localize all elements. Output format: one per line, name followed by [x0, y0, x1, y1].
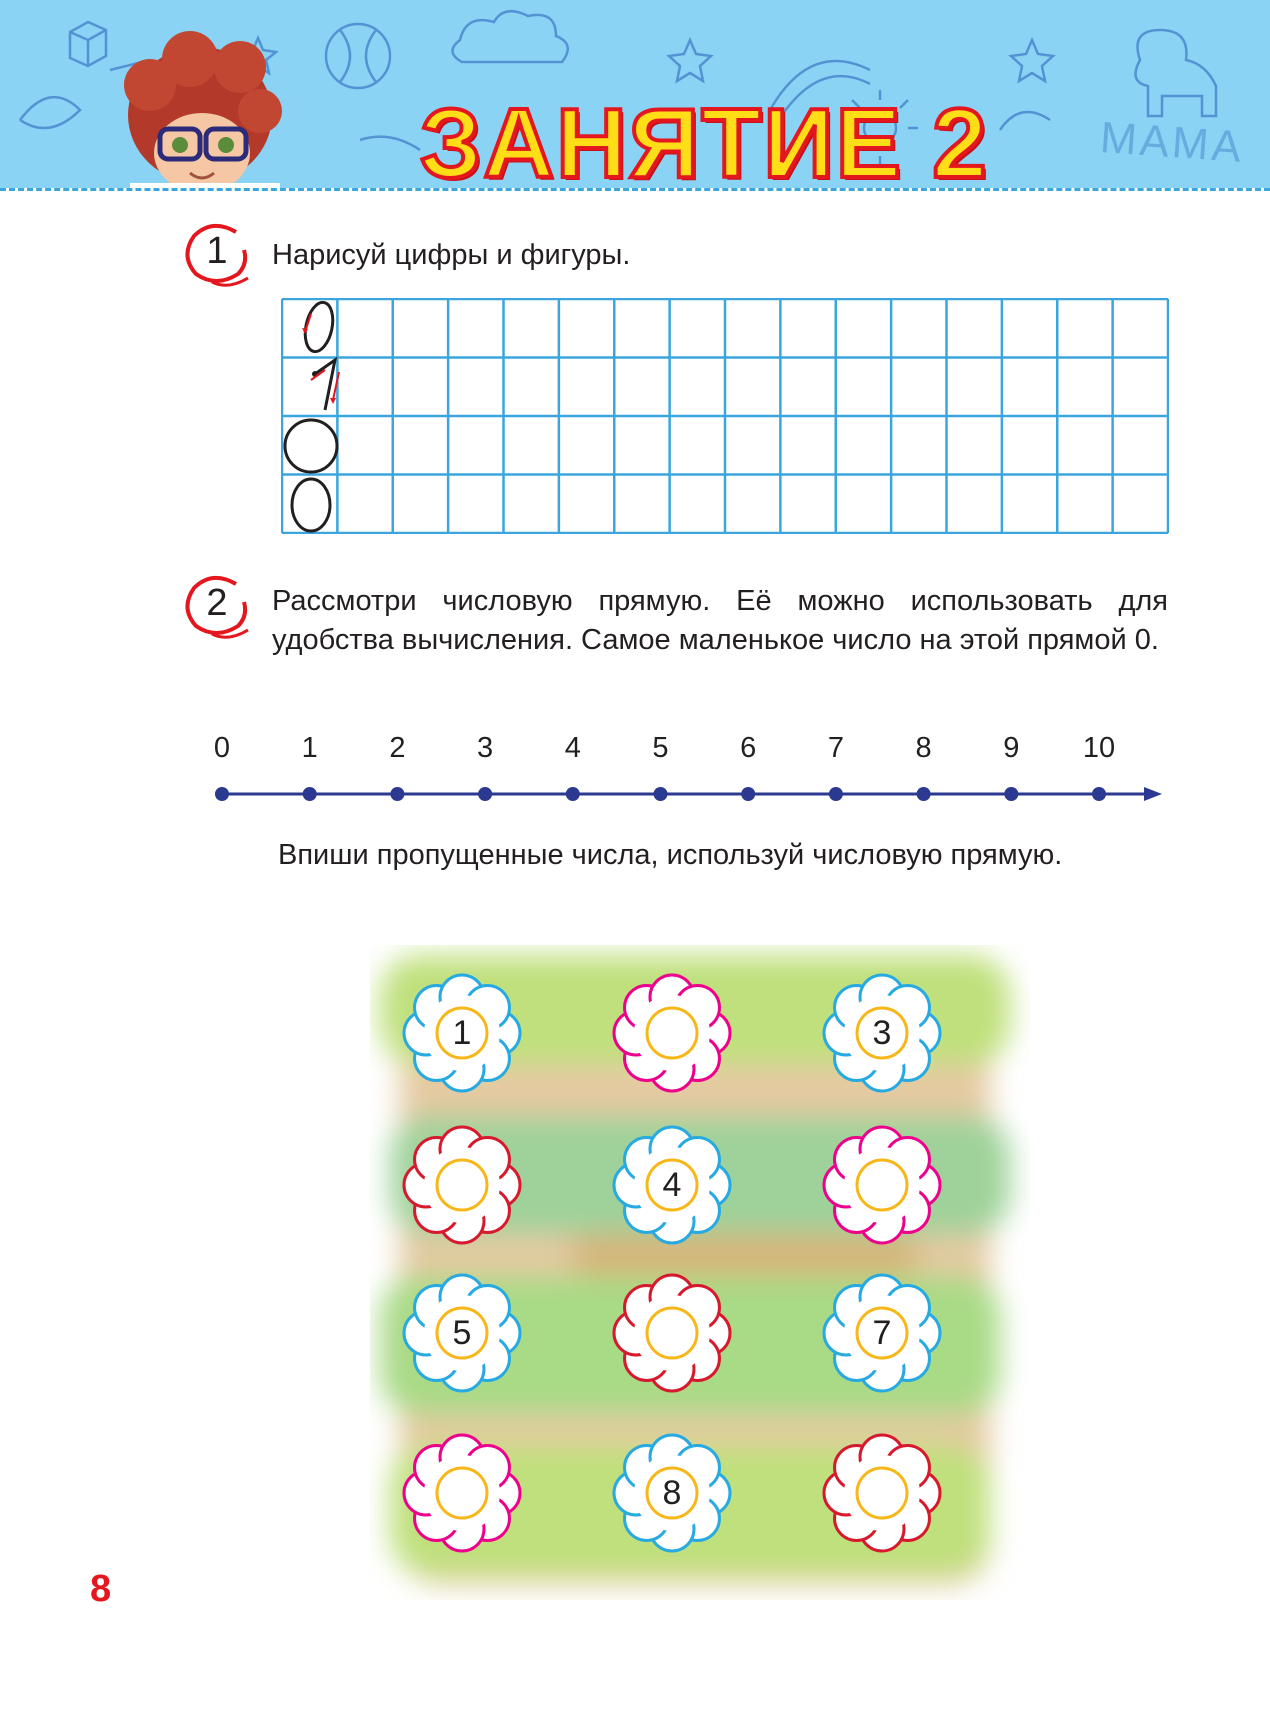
- flower-blank[interactable]: [400, 1123, 524, 1247]
- flower-blank[interactable]: [610, 1271, 734, 1395]
- header-divider: [0, 188, 1270, 191]
- background-word: МАМА: [1098, 113, 1246, 172]
- flower-blank[interactable]: [820, 1123, 944, 1247]
- flower-value: 1: [452, 1014, 472, 1052]
- page-title: ЗАНЯТИЕ 2: [420, 88, 989, 188]
- task-2-marker: [182, 572, 252, 642]
- number-line: [200, 730, 1180, 830]
- sample-zero: [301, 300, 337, 354]
- boy-character: [124, 31, 282, 188]
- number-line-point: [303, 787, 317, 801]
- number-line-label: 5: [652, 732, 669, 764]
- flower-number: [820, 1271, 944, 1395]
- sample-oval: [292, 479, 330, 531]
- task-2-text: Рассмотри числовую прямую. Её можно использовать для удобства вычисления. Самое маленькое число на этой прямой 0.: [272, 585, 1168, 656]
- number-line-label: 2: [389, 732, 406, 764]
- flower-number: [400, 1271, 524, 1395]
- flower-number: [610, 1123, 734, 1247]
- number-line-label: 8: [915, 732, 932, 764]
- arrow-right-icon: [1144, 787, 1162, 801]
- flower-center: [437, 1468, 487, 1518]
- flower-center: [647, 1308, 697, 1358]
- number-line-point: [478, 787, 492, 801]
- task-2-instruction: Впиши пропущенные числа, используй числовую прямую.: [278, 839, 1063, 871]
- flower-blank[interactable]: [610, 971, 734, 1095]
- flower-icon: [610, 1271, 734, 1395]
- flower-number: [610, 1431, 734, 1555]
- number-line-label: 7: [827, 732, 844, 764]
- flower-icon: [400, 1431, 524, 1555]
- number-line-label: 4: [564, 732, 581, 764]
- flower-value: 4: [662, 1166, 682, 1204]
- flower-value: 7: [872, 1314, 892, 1352]
- task-number: 2: [206, 582, 228, 624]
- flower-icon: [820, 1431, 944, 1555]
- number-line-label: 10: [1082, 732, 1116, 764]
- sample-one: [311, 360, 339, 410]
- page-number: 8: [90, 1568, 112, 1610]
- number-line-point: [1092, 787, 1106, 801]
- flower-value: 5: [452, 1314, 472, 1352]
- number-line-label: 6: [740, 732, 757, 764]
- number-line-axis: [200, 730, 1180, 830]
- flower-center: [857, 1160, 907, 1210]
- flower-blank[interactable]: [400, 1431, 524, 1555]
- flower-number: [400, 971, 524, 1095]
- flower-icon: [820, 1123, 944, 1247]
- number-line-point: [390, 787, 404, 801]
- number-line-point: [566, 787, 580, 801]
- sample-circle: [285, 420, 337, 472]
- number-line-label: 3: [477, 732, 494, 764]
- number-line-label: 9: [1003, 732, 1020, 764]
- flower-center: [437, 1160, 487, 1210]
- number-line-point: [917, 787, 931, 801]
- task-1-marker: [182, 220, 252, 290]
- task-number: 1: [206, 230, 228, 272]
- task-1-text: Нарисуй цифры и фигуры.: [272, 239, 631, 271]
- header-banner: [0, 0, 1270, 188]
- flower-icon: [400, 1123, 524, 1247]
- number-line-point: [1004, 787, 1018, 801]
- writing-grid[interactable]: [281, 298, 1169, 534]
- flower-value: 3: [872, 1014, 892, 1052]
- flower-value: 8: [662, 1474, 682, 1512]
- flower-center: [647, 1008, 697, 1058]
- flower-icon: [610, 971, 734, 1095]
- flower-blank[interactable]: [820, 1431, 944, 1555]
- number-line-point: [654, 787, 668, 801]
- number-line-label: 0: [213, 732, 231, 764]
- flower-center: [857, 1468, 907, 1518]
- flower-number: [820, 971, 944, 1095]
- number-line-point: [741, 787, 755, 801]
- number-line-label: 1: [301, 732, 318, 764]
- number-line-point: [829, 787, 843, 801]
- number-line-point: [215, 787, 229, 801]
